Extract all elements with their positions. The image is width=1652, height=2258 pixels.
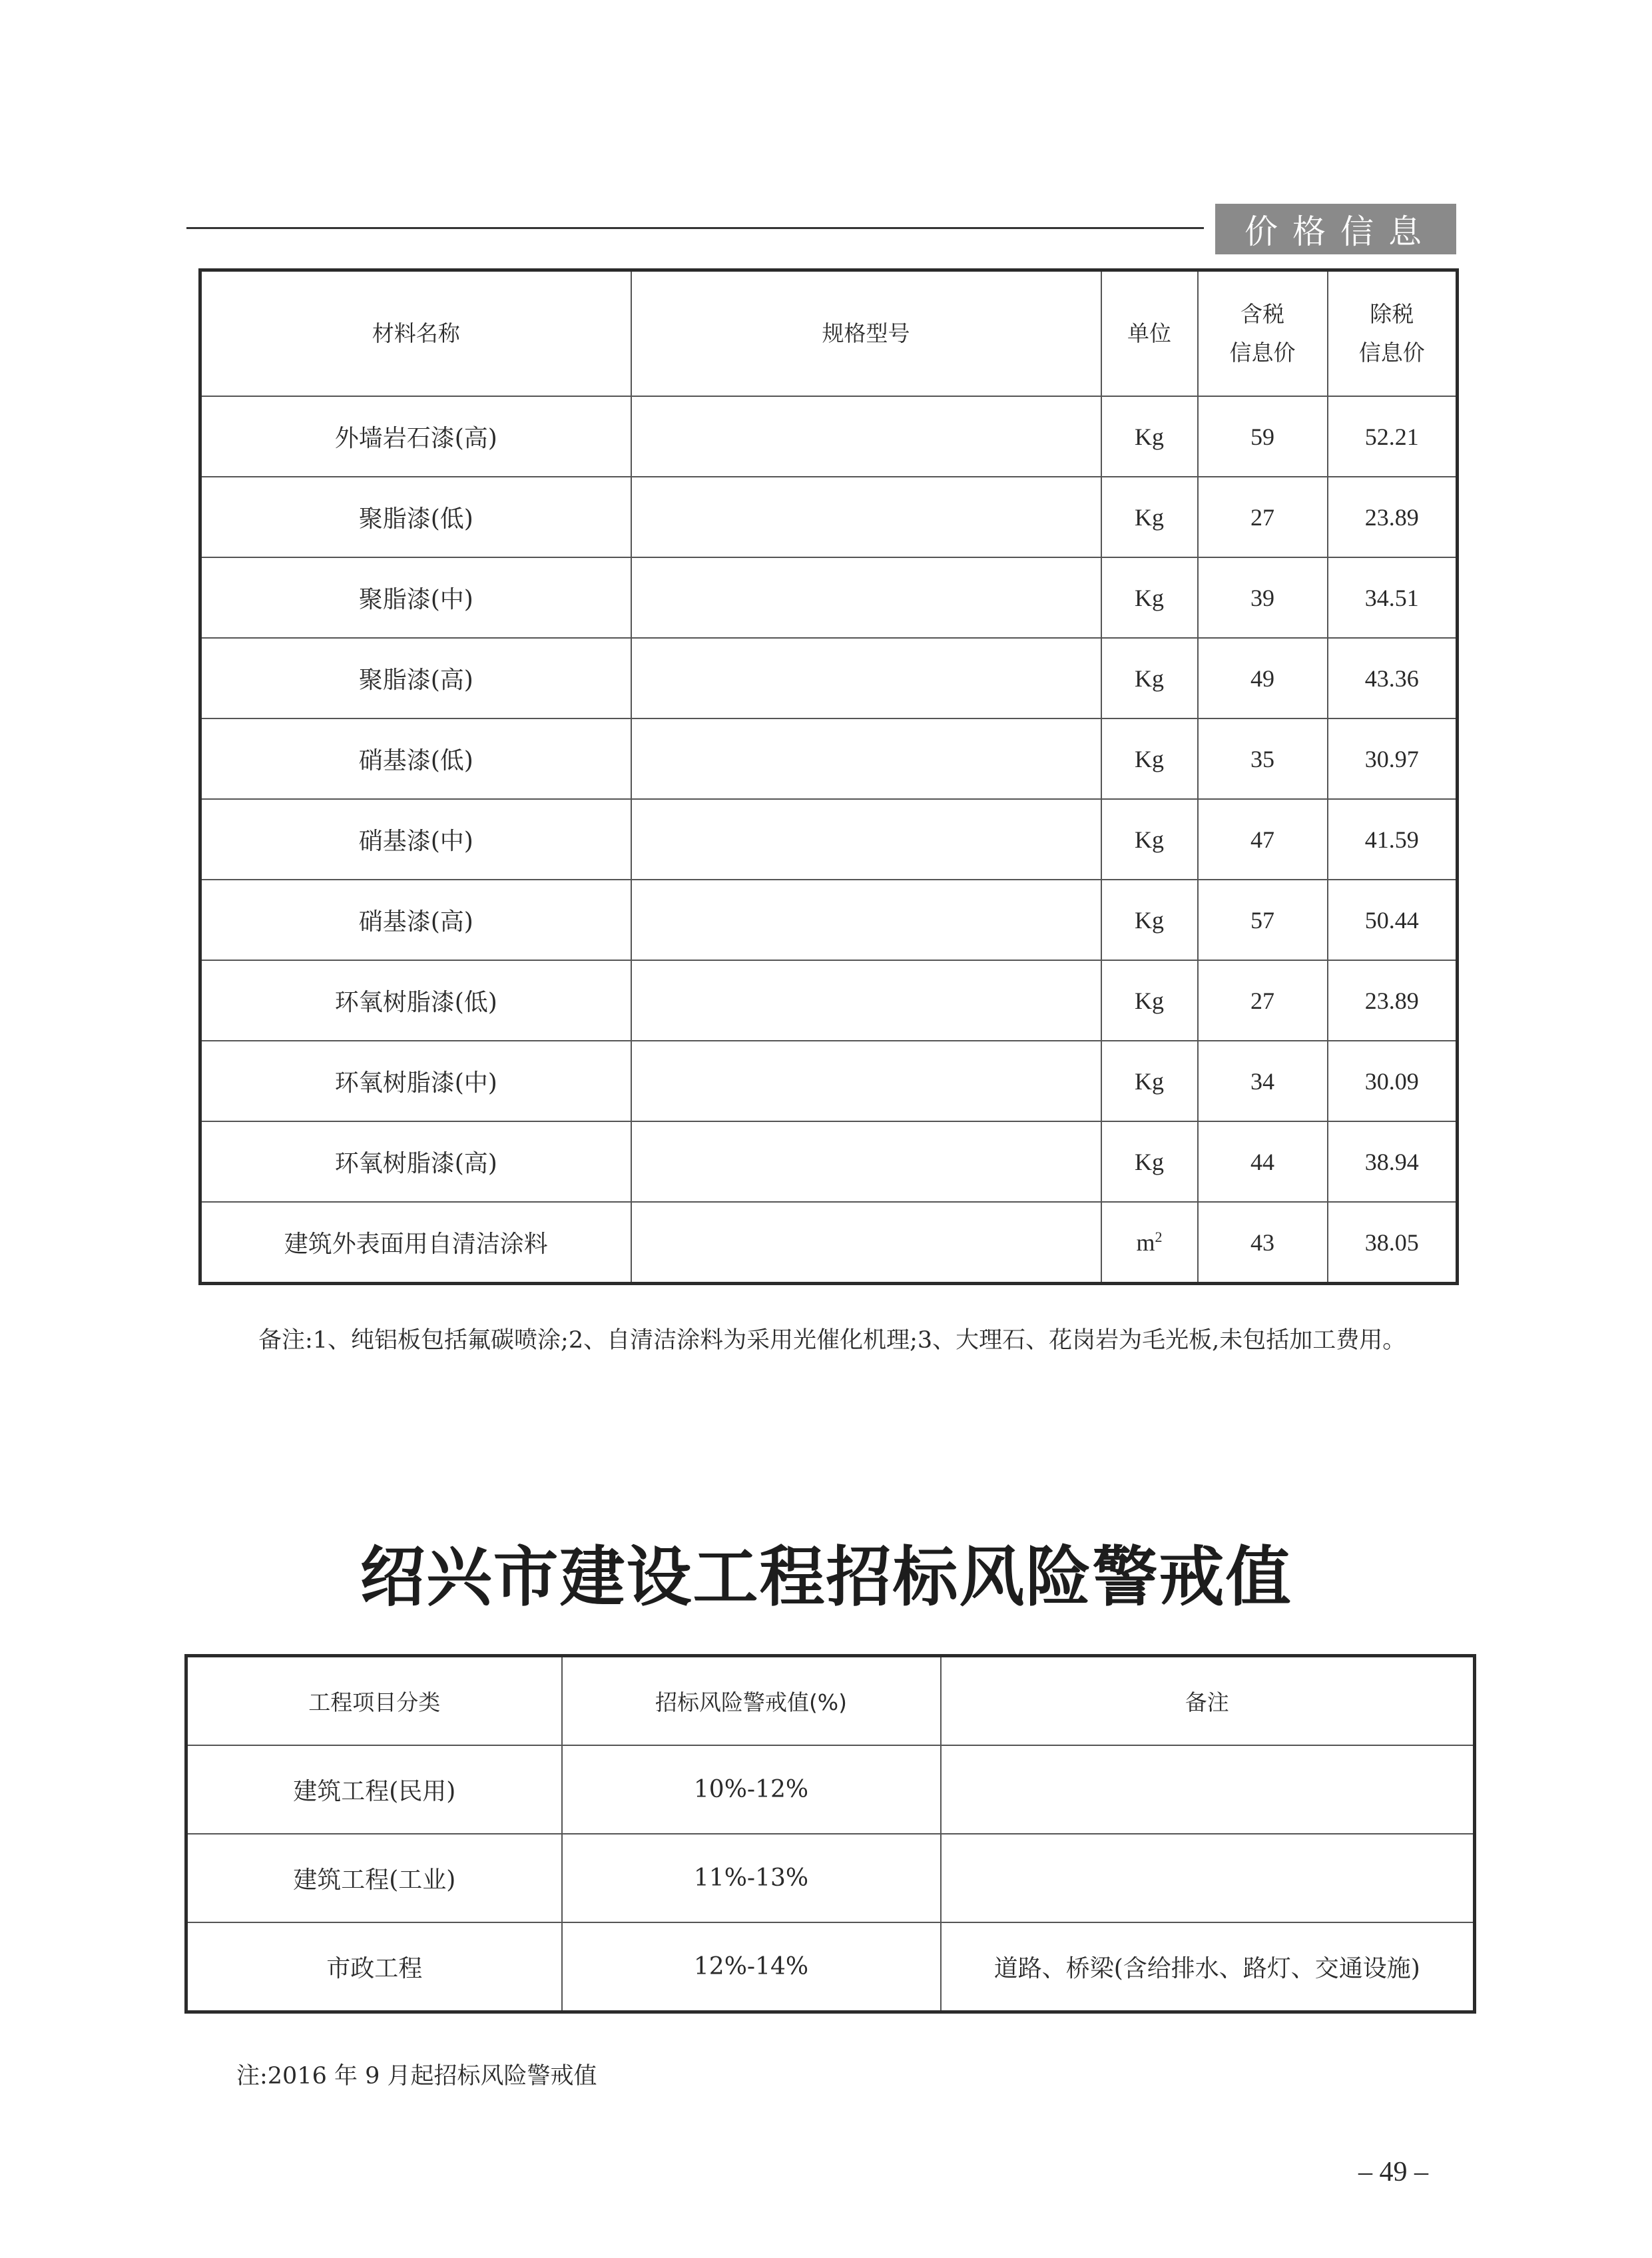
material-name: 聚脂漆(低)	[200, 477, 631, 557]
risk-threshold: 10%-12%	[562, 1745, 941, 1834]
table-row	[200, 960, 1458, 1041]
col-header-remark: 备注	[941, 1656, 1475, 1746]
material-spec	[631, 718, 1101, 799]
material-unit: Kg	[1101, 477, 1198, 557]
price-tax-included: 27	[1198, 477, 1328, 557]
col-header-category: 工程项目分类	[186, 1656, 562, 1746]
material-spec	[631, 1121, 1101, 1202]
material-name: 环氧树脂漆(低)	[200, 960, 631, 1041]
material-spec	[631, 960, 1101, 1041]
material-spec	[631, 638, 1101, 718]
material-spec	[631, 477, 1101, 557]
price-tax-excluded: 38.05	[1328, 1202, 1458, 1284]
unit-exponent: 2	[1155, 1228, 1163, 1245]
price-tax-included: 57	[1198, 880, 1328, 960]
table-row	[186, 1834, 1475, 1922]
table-row	[186, 1922, 1475, 2012]
risk-remark: 道路、桥梁(含给排水、路灯、交通设施)	[941, 1922, 1475, 2012]
material-name: 硝基漆(中)	[200, 799, 631, 880]
table-row	[200, 1041, 1458, 1121]
col-header-name: 材料名称	[200, 270, 631, 397]
price-table-note: 备注:1、纯铝板包括氟碳喷涂;2、自清洁涂料为采用光催化机理;3、大理石、花岗岩为毛光板,未包括加工费用。	[258, 1327, 1406, 1354]
material-spec	[631, 1202, 1101, 1284]
table-row	[200, 1202, 1458, 1284]
material-unit: Kg	[1101, 396, 1198, 477]
price-tax-excluded: 50.44	[1328, 880, 1458, 960]
price-tax-included: 34	[1198, 1041, 1328, 1121]
risk-threshold-table	[184, 1654, 1476, 2014]
material-spec	[631, 1041, 1101, 1121]
price-tax-excluded: 41.59	[1328, 799, 1458, 880]
price-tax-included: 49	[1198, 638, 1328, 718]
section-title: 绍兴市建设工程招标风险警戒值	[360, 1539, 1292, 1615]
risk-remark	[941, 1834, 1475, 1922]
table-row	[186, 1745, 1475, 1834]
price-table	[198, 268, 1459, 1285]
risk-threshold: 12%-14%	[562, 1922, 941, 2012]
risk-threshold: 11%-13%	[562, 1834, 941, 1922]
project-category: 建筑工程(工业)	[186, 1834, 562, 1922]
material-name: 聚脂漆(中)	[200, 557, 631, 638]
risk-table-note: 注:2016 年 9 月起招标风险警戒值	[236, 2063, 597, 2090]
price-tax-included: 27	[1198, 960, 1328, 1041]
header-rule	[186, 227, 1204, 229]
material-spec	[631, 396, 1101, 477]
col-header-tax-included-line2: 信息价	[1229, 340, 1296, 366]
risk-table-header-row	[186, 1656, 1475, 1746]
price-tax-included: 44	[1198, 1121, 1328, 1202]
material-name: 环氧树脂漆(中)	[200, 1041, 631, 1121]
table-row	[200, 477, 1458, 557]
material-unit: Kg	[1101, 557, 1198, 638]
table-row	[200, 638, 1458, 718]
price-tax-excluded: 38.94	[1328, 1121, 1458, 1202]
price-tax-excluded: 23.89	[1328, 960, 1458, 1041]
project-category: 建筑工程(民用)	[186, 1745, 562, 1834]
material-unit: Kg	[1101, 799, 1198, 880]
material-spec	[631, 557, 1101, 638]
material-spec	[631, 799, 1101, 880]
material-unit: Kg	[1101, 1121, 1198, 1202]
unit-base: m	[1136, 1229, 1155, 1256]
table-row	[200, 799, 1458, 880]
material-unit: Kg	[1101, 960, 1198, 1041]
price-tax-included: 43	[1198, 1202, 1328, 1284]
material-unit: Kg	[1101, 880, 1198, 960]
table-row	[200, 718, 1458, 799]
table-row	[200, 880, 1458, 960]
section-badge: 价格信息	[1215, 204, 1456, 254]
col-header-threshold: 招标风险警戒值(%)	[562, 1656, 941, 1746]
price-tax-excluded: 52.21	[1328, 396, 1458, 477]
price-table-header-row	[200, 270, 1458, 397]
col-header-spec: 规格型号	[631, 270, 1101, 397]
price-tax-excluded: 30.97	[1328, 718, 1458, 799]
material-name: 聚脂漆(高)	[200, 638, 631, 718]
material-unit	[1101, 1202, 1198, 1284]
price-tax-included: 47	[1198, 799, 1328, 880]
material-name: 建筑外表面用自清洁涂料	[200, 1202, 631, 1284]
price-tax-included: 39	[1198, 557, 1328, 638]
material-name: 环氧树脂漆(高)	[200, 1121, 631, 1202]
material-unit: Kg	[1101, 718, 1198, 799]
price-tax-included: 59	[1198, 396, 1328, 477]
price-tax-excluded: 34.51	[1328, 557, 1458, 638]
risk-remark	[941, 1745, 1475, 1834]
price-tax-excluded: 30.09	[1328, 1041, 1458, 1121]
col-header-tax-excluded-line2: 信息价	[1358, 340, 1425, 366]
page-number: – 49 –	[1358, 2157, 1428, 2187]
project-category: 市政工程	[186, 1922, 562, 2012]
col-header-tax-included-line1: 含税	[1240, 301, 1284, 327]
table-row	[200, 557, 1458, 638]
col-header-tax-included	[1198, 270, 1328, 397]
material-name: 外墙岩石漆(高)	[200, 396, 631, 477]
price-tax-included: 35	[1198, 718, 1328, 799]
col-header-tax-excluded-line1: 除税	[1370, 301, 1414, 327]
col-header-tax-excluded	[1328, 270, 1458, 397]
price-tax-excluded: 23.89	[1328, 477, 1458, 557]
material-name: 硝基漆(低)	[200, 718, 631, 799]
material-unit: Kg	[1101, 1041, 1198, 1121]
price-tax-excluded: 43.36	[1328, 638, 1458, 718]
table-row	[200, 1121, 1458, 1202]
material-name: 硝基漆(高)	[200, 880, 631, 960]
material-unit: Kg	[1101, 638, 1198, 718]
col-header-unit: 单位	[1101, 270, 1198, 397]
material-spec	[631, 880, 1101, 960]
table-row	[200, 396, 1458, 477]
